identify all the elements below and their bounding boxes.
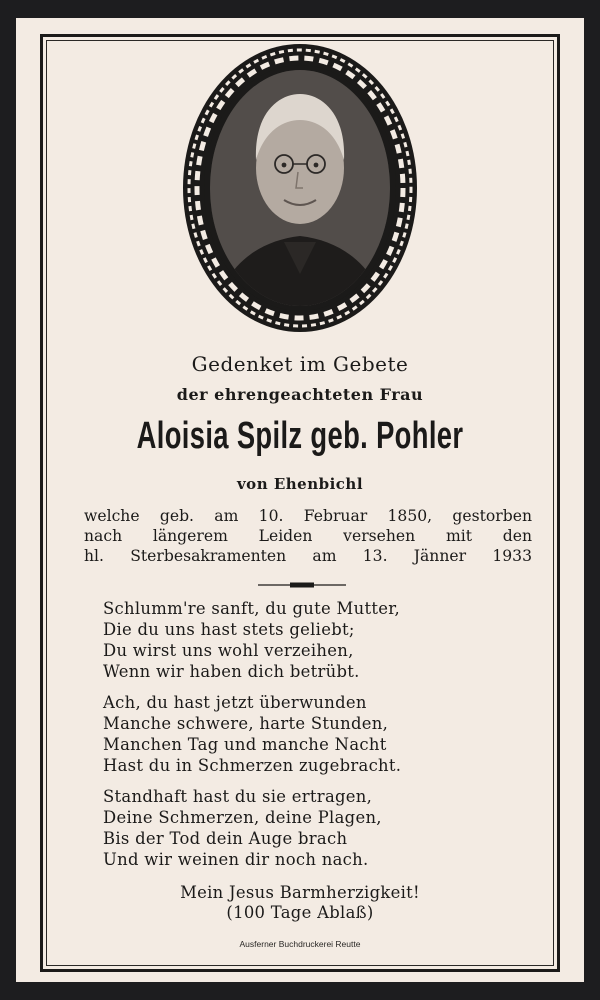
biography-line: nach längerem Leiden versehen mit den — [84, 527, 532, 545]
heading-dedication: der ehrengeachteten Frau — [176, 385, 424, 404]
portrait-wreath-frame — [180, 42, 420, 334]
portrait-photo — [180, 42, 420, 334]
poem-line: Hast du in Schmerzen zugebracht. — [103, 756, 402, 775]
poem-line: Manche schwere, harte Stunden, — [103, 714, 389, 733]
printer-imprint: Ausferner Buchdruckerei Reutte — [239, 939, 361, 949]
poem-line: Wenn wir haben dich betrübt. — [103, 662, 360, 681]
poem-line: Schlumm're sanft, du gute Mutter, — [103, 599, 401, 618]
poem-line: Standhaft hast du sie ertragen, — [103, 787, 373, 806]
indulgence-note: (100 Tage Ablaß) — [226, 903, 374, 922]
poem-line: Ach, du hast jetzt überwunden — [103, 693, 367, 712]
poem-line: Die du uns hast stets geliebt; — [103, 620, 355, 639]
poem-line: Und wir weinen dir noch nach. — [103, 850, 369, 869]
heading-gedenket: Gedenket im Gebete — [191, 352, 409, 376]
biography-line: welche geb. am 10. Februar 1850, gestorben — [84, 507, 532, 525]
closing-prayer: Mein Jesus Barmherzigkeit! — [180, 883, 420, 902]
poem-line: Bis der Tod dein Auge brach — [103, 829, 348, 848]
biography-line: hl. Sterbesakramenten am 13. Jänner 1933 — [84, 547, 532, 565]
ornament-divider — [258, 582, 346, 588]
deceased-name: Aloisia Spilz geb. Pohler — [136, 415, 464, 457]
poem-line: Deine Schmerzen, deine Plagen, — [103, 808, 382, 827]
origin-place: von Ehenbichl — [236, 475, 364, 493]
poem-line: Du wirst uns wohl verzeihen, — [103, 641, 354, 660]
poem-line: Manchen Tag und manche Nacht — [103, 735, 387, 754]
